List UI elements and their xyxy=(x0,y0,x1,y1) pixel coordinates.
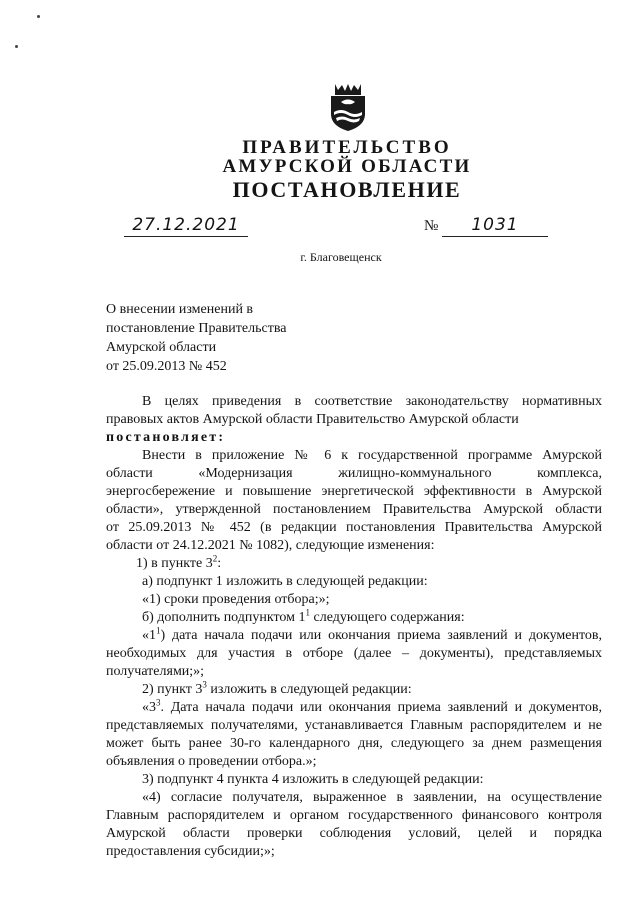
amendment-quote-line: представляемых получателями, устанавливается Главным распорядителем и не xyxy=(106,718,602,733)
organization-name-line1: ПРАВИТЕЛЬСТВО xyxy=(242,137,452,158)
main-paragraph-line: области от 24.12.2021 № 1082), следующие изменения: xyxy=(106,538,435,553)
scan-speck xyxy=(15,45,18,48)
amendment-quote-line: «$1^1$) дата начала подачи или окончания приема заявлений и документов, xyxy=(142,625,602,643)
amendment-quote-line: Главным распорядителем и органом государственного финансового контроля xyxy=(106,808,602,823)
amendment-quote-line: получателями;»; xyxy=(106,664,205,679)
amendment-subitem-a: а) подпункт 1 изложить в следующей редакции: xyxy=(142,574,428,589)
main-paragraph-line: от 25.09.2013 № 452 (в редакции постановления Правительства Амурской xyxy=(106,520,602,535)
main-paragraph-line: Внести в приложение № 6 к государственной программе Амурской xyxy=(142,448,602,463)
main-paragraph-line: энергосбережение и повышение энергетической эффективности в Амурской xyxy=(106,484,602,499)
amendment-subitem-b: б) дополнить подпунктом $1^1$ следующего содержания: xyxy=(142,607,465,625)
amendment-quote-line: предоставления субсидии;»; xyxy=(106,844,275,859)
amendment-quote: «1) сроки проведения отбора;»; xyxy=(142,592,330,607)
amendment-quote-line: Амурской области проверки соблюдения условий, целей и порядка xyxy=(106,826,602,841)
subject-line: О внесении изменений в xyxy=(106,302,254,317)
scan-speck xyxy=(37,15,40,18)
number-label: № xyxy=(424,218,439,234)
document-type-title: ПОСТАНОВЛЕНИЕ xyxy=(232,177,462,202)
amendment-item-3: 3) подпункт 4 пункта 4 изложить в следующей редакции: xyxy=(142,772,484,787)
amendment-item-2: 2) пункт $3^3$ изложить в следующей редакции: xyxy=(142,679,412,697)
place-of-issue: г. Благовещенск xyxy=(300,250,382,264)
document-date: 27.12.2021 xyxy=(124,214,248,237)
amendment-quote-line: может быть ранее 30-го календарного дня, следующего за днем размещения xyxy=(106,736,602,751)
amendment-quote-line: «$3^3$. Дата начала подачи или окончания приема заявлений и документов, xyxy=(142,697,602,715)
amendment-quote-line: необходимых для участия в отборе (далее – документы), представляемых xyxy=(106,646,602,661)
document-number: 1031 xyxy=(442,214,548,237)
amendment-quote-line: «4) согласие получателя, выраженное в заявлении, на осуществление xyxy=(142,790,602,805)
amendment-quote-line: объявления о проведении отбора.»; xyxy=(106,754,317,769)
subject-line: постановление Правительства xyxy=(106,321,287,336)
preamble-line: В целях приведения в соответствие законодательству нормативных xyxy=(142,394,602,409)
document-body xyxy=(106,393,602,861)
organization-name-line2: АМУРСКОЙ ОБЛАСТИ xyxy=(222,156,472,177)
amur-region-coat-of-arms-icon xyxy=(327,82,369,132)
subject-line: от 25.09.2013 № 452 xyxy=(106,359,227,374)
subject-line: Амурской области xyxy=(106,340,217,355)
main-paragraph-line: области», утвержденной постановлением Правительства Амурской области xyxy=(106,502,602,517)
preamble-line: правовых актов Амурской области Правительство Амурской области xyxy=(106,412,519,427)
main-paragraph-line: области «Модернизация жилищно-коммунального комплекса, xyxy=(106,466,602,481)
document-subject xyxy=(106,300,286,376)
resolves-word: постановляет: xyxy=(106,430,226,445)
amendment-item-1: 1) в пункте $3^2$: xyxy=(136,553,222,571)
